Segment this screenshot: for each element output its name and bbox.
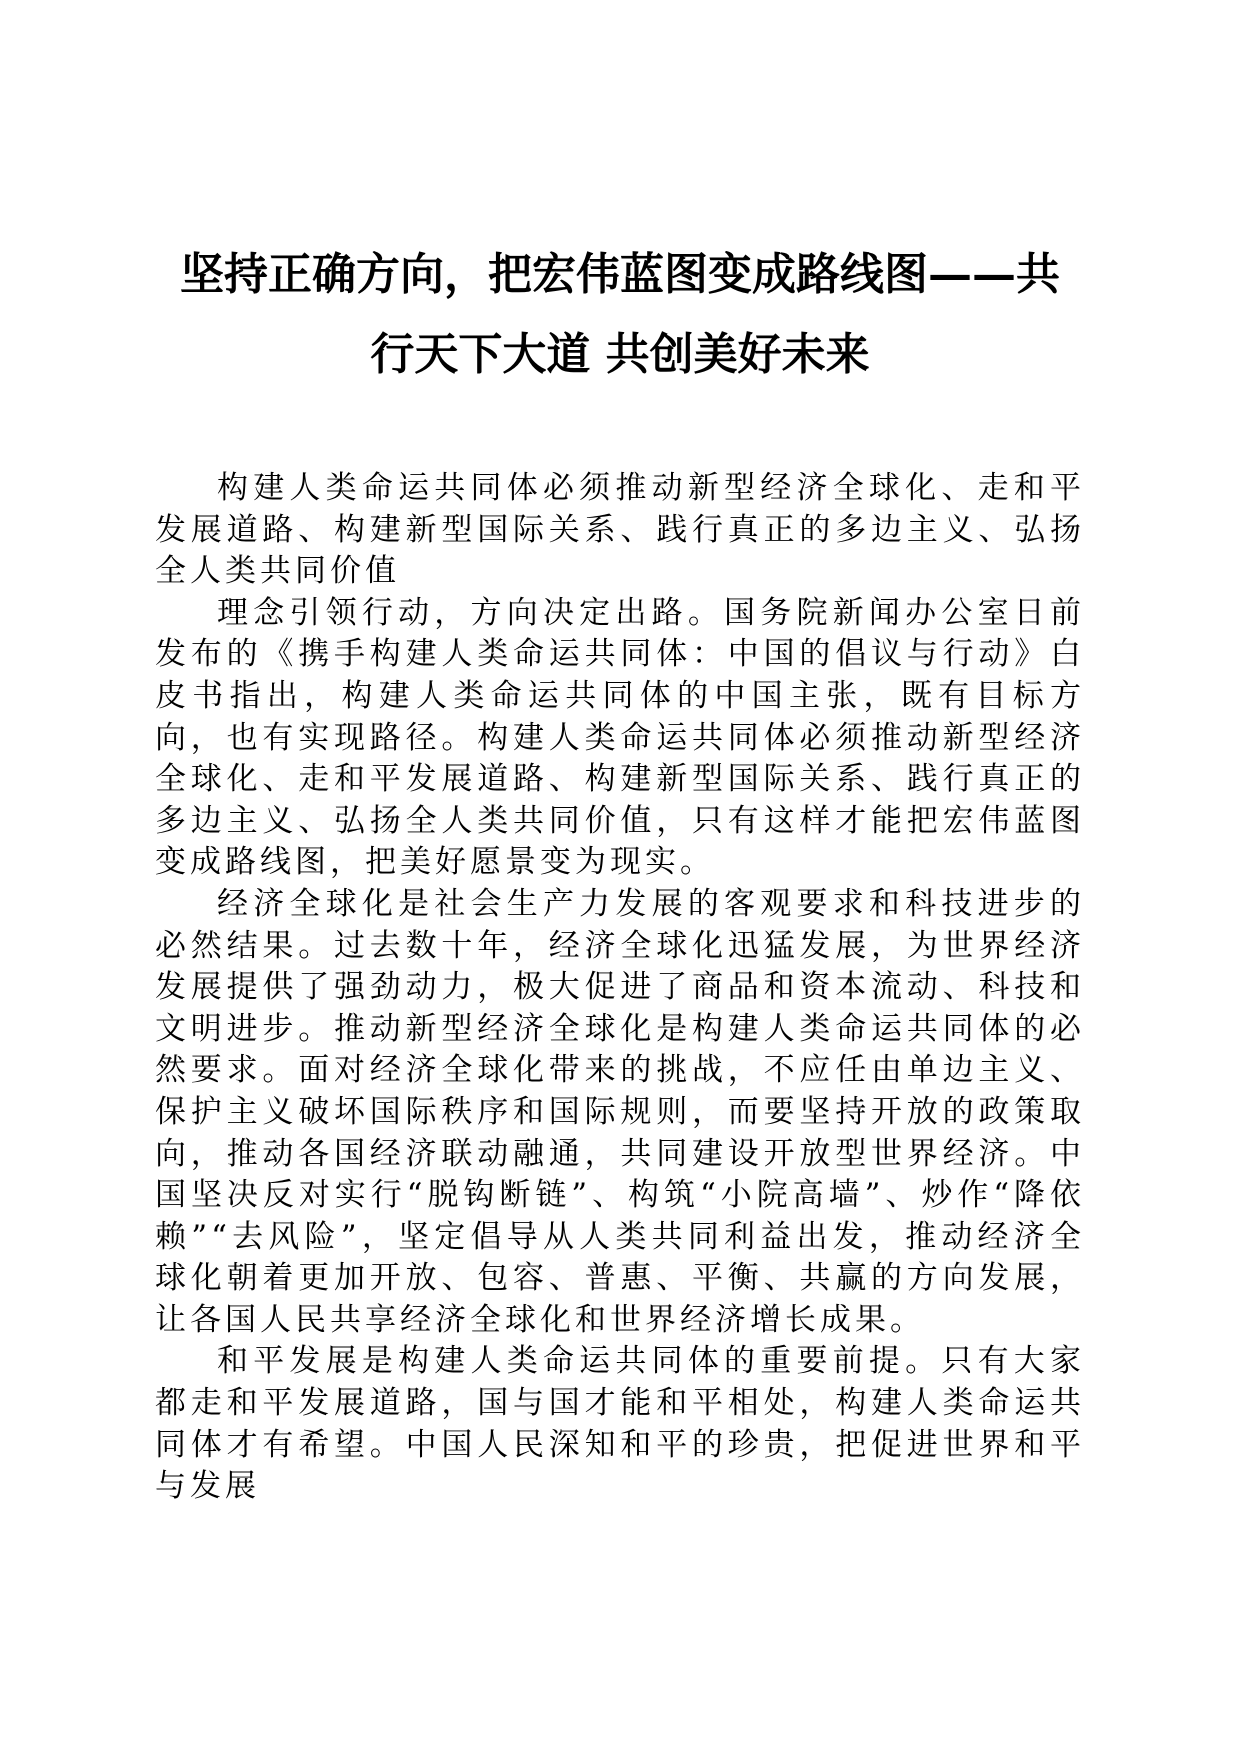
document-body [155,468,1085,1508]
paragraph-4: 和平发展是构建人类命运共同体的重要前提。只有大家都走和平发展道路，国与国才能和平相处，构建人类命运共同体才有希望。中国人民深知和平的珍贵，把促进世界和平与发展 [155,1343,1085,1505]
title-line-1: 坚持正确方向，把宏伟蓝图变成路线图——共 [180,249,1060,300]
document-title [150,235,1090,395]
paragraph-1: 构建人类命运共同体必须推动新型经济全球化、走和平发展道路、构建新型国际关系、践行真正的多边主义、弘扬全人类共同价值 [155,470,1085,590]
paragraph-2: 理念引领行动，方向决定出路。国务院新闻办公室日前发布的《携手构建人类命运共同体：中国的倡议与行动》白皮书指出，构建人类命运共同体的中国主张，既有目标方向，也有实现路径。构建人类命运共同体必须推动新型经济全球化、走和平发展道路、构建新型国际关系、践行真正的多边主义、弘扬全人类共同价值，只有这样才能把宏伟蓝图变成路线图，把美好愿景变为现实。 [155,594,1085,881]
paragraph-3: 经济全球化是社会生产力发展的客观要求和科技进步的必然结果。过去数十年，经济全球化迅猛发展，为世界经济发展提供了强劲动力，极大促进了商品和资本流动、科技和文明进步。推动新型经济全球化是构建人类命运共同体的必然要求。面对经济全球化带来的挑战，不应任由单边主义、保护主义破坏国际秩序和国际规则，而要坚持开放的政策取向，推动各国经济联动融通，共同建设开放型世界经济。中国坚决反对实行“脱钩断链”、构筑“小院高墙”、炒作“降依赖”“去风险”，坚定倡导从人类共同利益出发，推动经济全球化朝着更加开放、包容、普惠、平衡、共赢的方向发展，让各国人民共享经济全球化和世界经济增长成果。 [155,885,1085,1338]
title-line-2: 行天下大道 共创美好未来 [370,329,870,380]
